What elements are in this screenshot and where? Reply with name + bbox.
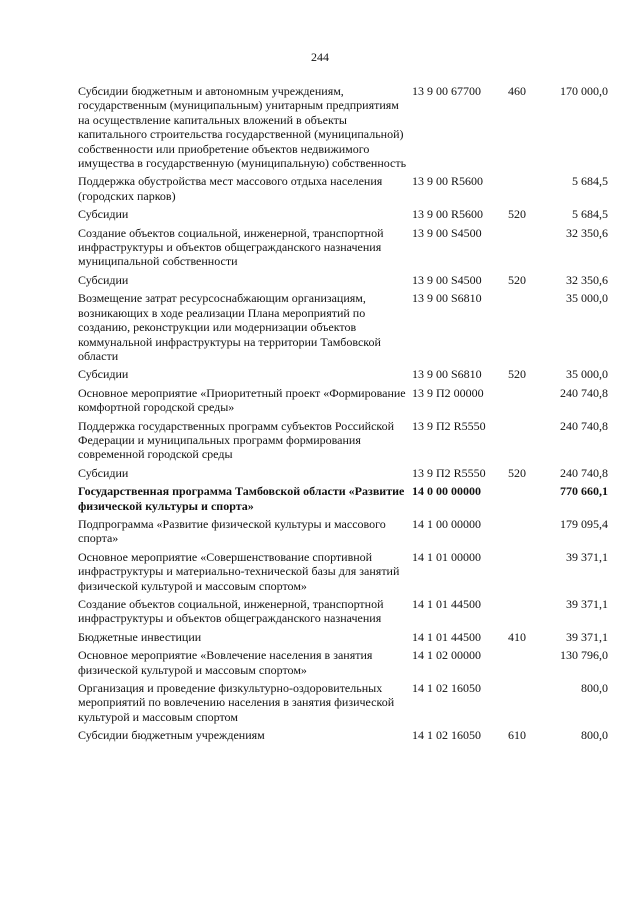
- row-sum-cell: 39 371,1: [566, 549, 608, 564]
- table-row: [78, 291, 608, 367]
- row-code-cell: 14 1 02 00000: [412, 648, 481, 663]
- row-sum-cell: 770 660,1: [560, 484, 608, 499]
- table-row: [78, 273, 608, 291]
- row-sum-cell: 800,0: [581, 681, 608, 696]
- row-vr-cell: 520: [508, 367, 526, 382]
- row-vr-cell: [508, 517, 540, 550]
- row-name-cell: Субсидии: [78, 465, 129, 480]
- row-code-cell: 13 9 00 S4500: [412, 225, 482, 240]
- row-vr-cell: [508, 226, 540, 273]
- row-name-cell: Основное мероприятие «Приоритетный проект «Формирование комфортной городской среды»: [78, 385, 406, 415]
- table-row: [78, 648, 608, 681]
- row-code-cell: 13 9 00 S4500: [412, 272, 482, 287]
- row-vr-cell: 520: [508, 272, 526, 287]
- table-row: [78, 226, 608, 273]
- table-row: [78, 84, 608, 174]
- row-name-cell: Организация и проведение физкультурно-оздоровительных мероприятий по вовлечению населения в занятия физической культурой и массовым спортом: [78, 681, 395, 724]
- row-name-cell: Основное мероприятие «Вовлечение населения в занятия физической культурой и массовым спортом»: [78, 648, 373, 677]
- table-row: [78, 419, 608, 466]
- row-name-cell: Субсидии: [78, 207, 129, 222]
- row-name-cell: Возмещение затрат ресурсоснабжающим организациям, возникающих в ходе реализации Плана мероприятий по созданию, реконструкции или модернизации объектов коммунальной инфраструктуры на территории Тамбовской области: [78, 291, 381, 363]
- row-sum-cell: 35 000,0: [566, 367, 608, 382]
- table-row: [78, 630, 608, 648]
- row-sum-cell: 179 095,4: [560, 516, 608, 531]
- row-name-cell: Основное мероприятие «Совершенствование спортивной инфраструктуры и материально-технической базы для занятий физической культурой и массовым спортом»: [78, 549, 400, 593]
- row-code-cell: 13 9 П2 R5550: [412, 418, 486, 433]
- row-vr-cell: [508, 174, 540, 207]
- row-vr-cell: [508, 484, 540, 517]
- page-number: 244: [311, 50, 329, 64]
- table-row: [78, 207, 608, 225]
- row-vr-cell: 520: [508, 207, 526, 222]
- row-sum-cell: 240 740,8: [560, 465, 608, 480]
- row-vr-cell: [508, 648, 540, 681]
- row-name-cell: Субсидии бюджетным и автономным учреждениям, государственным (муниципальным) унитарным предприятиям на осуществление капитальных вложений в объекты капитального строительства государственной (муниципальной) собственности или приобретение объектов недвижимого имущества в государственную (муниципальную) собственность: [78, 84, 407, 171]
- table-row: [78, 681, 608, 728]
- row-sum-cell: 32 350,6: [566, 272, 608, 287]
- table-row: [78, 484, 608, 517]
- table-row: [78, 466, 608, 484]
- row-sum-cell: 35 000,0: [566, 291, 608, 306]
- row-sum-cell: 39 371,1: [566, 629, 608, 644]
- row-sum-cell: 5 684,5: [572, 174, 608, 189]
- row-sum-cell: 240 740,8: [560, 385, 608, 400]
- row-code-cell: 13 9 00 R5600: [412, 174, 484, 189]
- row-sum-cell: 170 000,0: [560, 84, 608, 98]
- row-code-cell: 14 1 01 00000: [412, 549, 481, 564]
- row-code-cell: 14 1 02 16050: [412, 681, 481, 696]
- table-row: [78, 597, 608, 630]
- row-code-cell: 14 0 00 00000: [412, 484, 481, 499]
- row-name-cell: Создание объектов социальной, инженерной, транспортной инфраструктуры и объектов общегражданского назначения: [78, 597, 384, 626]
- row-name-cell: Субсидии: [78, 272, 129, 287]
- table-row: [78, 386, 608, 419]
- row-vr-cell: 610: [508, 728, 526, 743]
- table-row: [78, 517, 608, 550]
- row-vr-cell: 520: [508, 465, 526, 480]
- budget-table: [78, 84, 608, 747]
- row-code-cell: 14 1 02 16050: [412, 728, 481, 743]
- row-code-cell: 14 1 00 00000: [412, 516, 481, 531]
- row-code-cell: 13 9 П2 R5550: [412, 465, 486, 480]
- row-code-cell: 13 9 00 67700: [412, 84, 481, 98]
- row-code-cell: 13 9 П2 00000: [412, 385, 484, 400]
- row-code-cell: 14 1 01 44500: [412, 597, 481, 611]
- row-vr-cell: 410: [508, 629, 526, 644]
- table-row: [78, 367, 608, 385]
- row-vr-cell: [508, 291, 540, 367]
- row-sum-cell: 240 740,8: [560, 418, 608, 433]
- row-name-cell: Поддержка обустройства мест массового отдыха населения (городских парков): [78, 174, 383, 203]
- row-sum-cell: 32 350,6: [566, 225, 608, 240]
- row-name-cell: Подпрограмма «Развитие физической культуры и массового спорта»: [78, 516, 386, 546]
- row-sum-cell: 39 371,1: [566, 597, 608, 611]
- row-sum-cell: 800,0: [581, 728, 608, 743]
- row-vr-cell: [508, 550, 540, 597]
- table-row: [78, 550, 608, 597]
- row-code-cell: 13 9 00 R5600: [412, 207, 484, 222]
- row-vr-cell: [508, 386, 540, 419]
- row-vr-cell: [508, 419, 540, 466]
- row-sum-cell: 130 796,0: [560, 648, 608, 663]
- table-row: [78, 728, 608, 746]
- row-sum-cell: 5 684,5: [572, 207, 608, 222]
- row-code-cell: 13 9 00 S6810: [412, 367, 482, 382]
- row-name-cell: Бюджетные инвестиции: [78, 629, 202, 644]
- row-vr-cell: [508, 681, 540, 728]
- row-code-cell: 13 9 00 S6810: [412, 291, 482, 306]
- row-name-cell: Субсидии бюджетным учреждениям: [78, 728, 265, 743]
- table-row: [78, 174, 608, 207]
- row-name-cell: Государственная программа Тамбовской области «Развитие физической культуры и спорта»: [78, 484, 405, 513]
- row-vr-cell: [508, 597, 540, 630]
- row-code-cell: 14 1 01 44500: [412, 629, 481, 644]
- row-vr-cell: 460: [508, 84, 526, 98]
- row-name-cell: Создание объектов социальной, инженерной, транспортной инфраструктуры и объектов общегражданского назначения муниципальной собственности: [78, 225, 384, 269]
- row-name-cell: Субсидии: [78, 367, 129, 382]
- row-name-cell: Поддержка государственных программ субъектов Российской Федерации и муниципальных программ формирования современной городской среды: [78, 418, 395, 462]
